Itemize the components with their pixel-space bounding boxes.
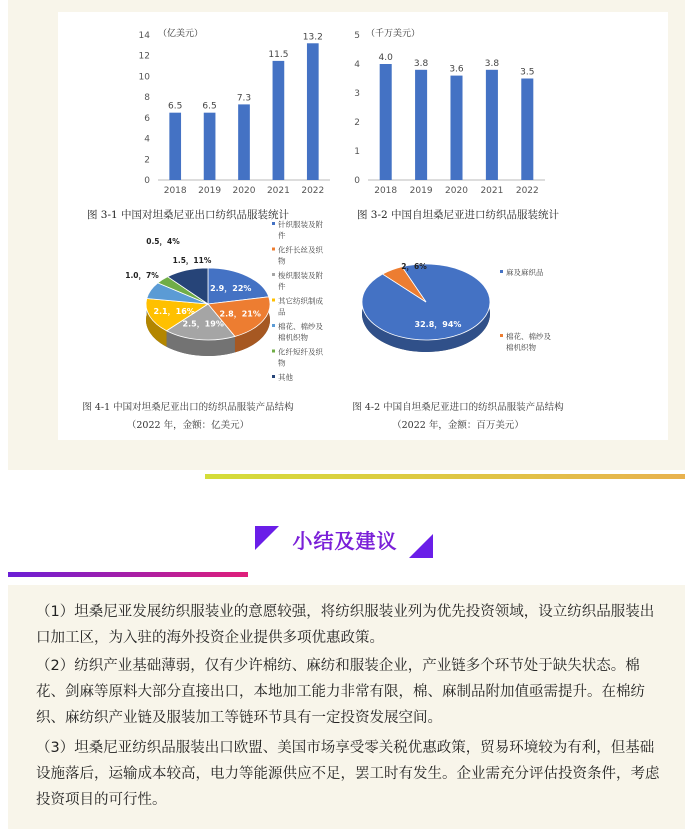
chart1-ytick: 4: [144, 134, 150, 145]
accent-line: [205, 474, 685, 479]
pie1-subtitle: （2022 年，金额：亿美元）: [126, 420, 250, 431]
section-heading-text: 小结及建议: [292, 529, 398, 553]
chart1-value-label: 7.3: [236, 93, 252, 104]
gradient-divider: [8, 572, 248, 577]
chart2-xtick: 2021: [480, 186, 504, 196]
chart2-xtick: 2020: [445, 186, 468, 196]
chart1-ytick: 6: [144, 113, 150, 124]
import-bar-chart: [354, 27, 559, 221]
chart2-bar: [415, 70, 427, 180]
chart1-unit-label: （亿美元）: [158, 29, 204, 39]
pie1-legend-item: 化纤短纤及织物: [278, 347, 323, 368]
chart1-title: 图 3-1 中国对坦桑尼亚出口纺织品服装统计: [86, 209, 290, 221]
chart1-xtick: 2018: [163, 186, 187, 196]
chart2-xtick: 2019: [409, 186, 433, 196]
charts-panel: [8, 0, 685, 470]
chart2-unit-label: （千万美元）: [366, 29, 421, 39]
chart1-bar: [238, 104, 250, 180]
chart1-ytick: 12: [138, 51, 150, 62]
pie1-legend-swatch: [272, 299, 275, 302]
pie2-data-label: 2，6%: [401, 262, 427, 271]
pie2-data-label: 32.8，94%: [414, 320, 462, 329]
chart2-bar: [380, 64, 392, 180]
chart2-value-label: 3.8: [484, 58, 500, 69]
pie2-legend-item: 棉花、棉纱及棉机织物: [506, 332, 551, 352]
export-bar-chart: [87, 27, 330, 221]
chart2-title: 图 3-2 中国自坦桑尼亚进口纺织品服装统计: [356, 209, 560, 221]
pie1-data-label: 1.0，7%: [125, 271, 159, 280]
chart2-value-label: 3.6: [449, 64, 464, 75]
chart2-ytick: 3: [354, 89, 360, 99]
export-structure-pie: [82, 219, 323, 431]
pie2-title: 图 4-2 中国自坦桑尼亚进口的纺织品服装产品结构: [352, 402, 564, 413]
chart-card: [58, 12, 668, 440]
pie2-legend-swatch: [500, 270, 503, 273]
pie1-legend-swatch: [272, 222, 275, 225]
pie2-legend-item: 麻及麻织品: [506, 268, 544, 277]
pie1-data-label: 0.5，4%: [146, 237, 180, 246]
chart1-value-label: 6.5: [168, 101, 183, 112]
chart2-ytick: 1: [354, 147, 360, 157]
pie1-legend-item: 其他: [278, 373, 293, 382]
paragraph-1: （1）坦桑尼亚发展纺织服装业的意愿较强，将纺织服装业列为优先投资领域，设立纺织品服装出口加工区，为入驻的海外投资企业提供多项优惠政策。: [36, 604, 655, 646]
import-structure-pie: [352, 262, 564, 431]
pie1-legend-swatch: [272, 273, 275, 276]
chart1-bar: [204, 113, 216, 180]
chart2-ytick: 4: [354, 60, 360, 70]
pie1-legend-item: 其它纺织制成品: [278, 296, 323, 317]
chart2-xtick: 2018: [374, 186, 398, 196]
chart2-value-label: 3.8: [413, 58, 429, 69]
pie1-data-label: 2.5，19%: [182, 319, 224, 329]
pie1-legend-swatch: [272, 248, 275, 251]
pie1-data-label: 2.1，16%: [153, 307, 195, 317]
pie1-legend-item: 针织服装及附件: [278, 220, 323, 240]
chart1-ytick: 2: [144, 155, 150, 166]
chart1-bar: [307, 43, 319, 180]
chart1-xtick: 2020: [232, 186, 256, 196]
chart1-value-label: 6.5: [202, 101, 217, 112]
pie1-legend-swatch: [272, 324, 275, 327]
chart1-xtick: 2022: [301, 186, 325, 196]
pie1-title: 图 4-1 中国对坦桑尼亚出口的纺织品服装产品结构: [82, 402, 294, 413]
section-heading: [255, 524, 435, 558]
pie1-data-label: 2.8，21%: [219, 309, 261, 319]
chart1-bar: [169, 113, 181, 180]
pie2-legend-swatch: [500, 334, 503, 337]
pie1-legend-item: 棉花、棉纱及棉机织物: [278, 322, 323, 342]
pie1-legend-swatch: [272, 375, 275, 378]
chart1-value-label: 13.2: [302, 32, 323, 43]
pie1-legend-item: 化纤长丝及织物: [278, 245, 323, 266]
chart1-ytick: 8: [144, 93, 150, 104]
chart2-bar: [450, 76, 462, 180]
chart2-value-label: 3.5: [520, 67, 535, 78]
chart1-value-label: 11.5: [268, 49, 289, 60]
chart2-bar: [521, 79, 533, 181]
pie2-subtitle: （2022 年，金额：百万美元）: [392, 420, 524, 431]
chart2-ytick: 0: [354, 176, 360, 186]
chart2-ytick: 2: [354, 118, 360, 128]
chart1-bar: [273, 61, 285, 180]
chart2-xtick: 2022: [515, 186, 539, 196]
paragraph-3: （3）坦桑尼亚纺织品服装出口欧盟、美国市场享受零关税优惠政策，贸易环境较为有利，但基础设施落后，运输成本较高，电力等能源供应不足，罢工时有发生。企业需充分评估投资条件，考虑投资项目的可行性。: [36, 740, 660, 808]
paragraph-2: （2）纺织产业基础薄弱，仅有少许棉纺、麻纺和服装企业，产业链多个环节处于缺失状态。棉花、剑麻等原料大部分直接出口，本地加工能力非常有限，棉、麻制品附加值亟需提升。在棉纺织、麻纺织产业链及服装加工等链环节具有一定投资发展空间。: [36, 658, 645, 726]
chart1-ytick: 10: [138, 72, 150, 83]
pie1-data-label: 1.5，11%: [172, 256, 212, 265]
chart2-value-label: 4.0: [378, 53, 393, 63]
summary-panel: [8, 585, 685, 829]
charts-figure: [58, 12, 668, 440]
chart1-ytick: 14: [138, 31, 150, 41]
chart2-bar: [486, 70, 498, 180]
chart1-xtick: 2019: [198, 186, 222, 196]
pie1-legend-item: 梭织服装及附件: [278, 271, 323, 291]
chart1-xtick: 2021: [266, 186, 290, 196]
chart1-ytick: 0: [144, 176, 150, 186]
chart2-ytick: 5: [354, 31, 360, 41]
pie1-data-label: 2.9，22%: [210, 283, 252, 293]
pie1-legend-swatch: [272, 350, 275, 353]
